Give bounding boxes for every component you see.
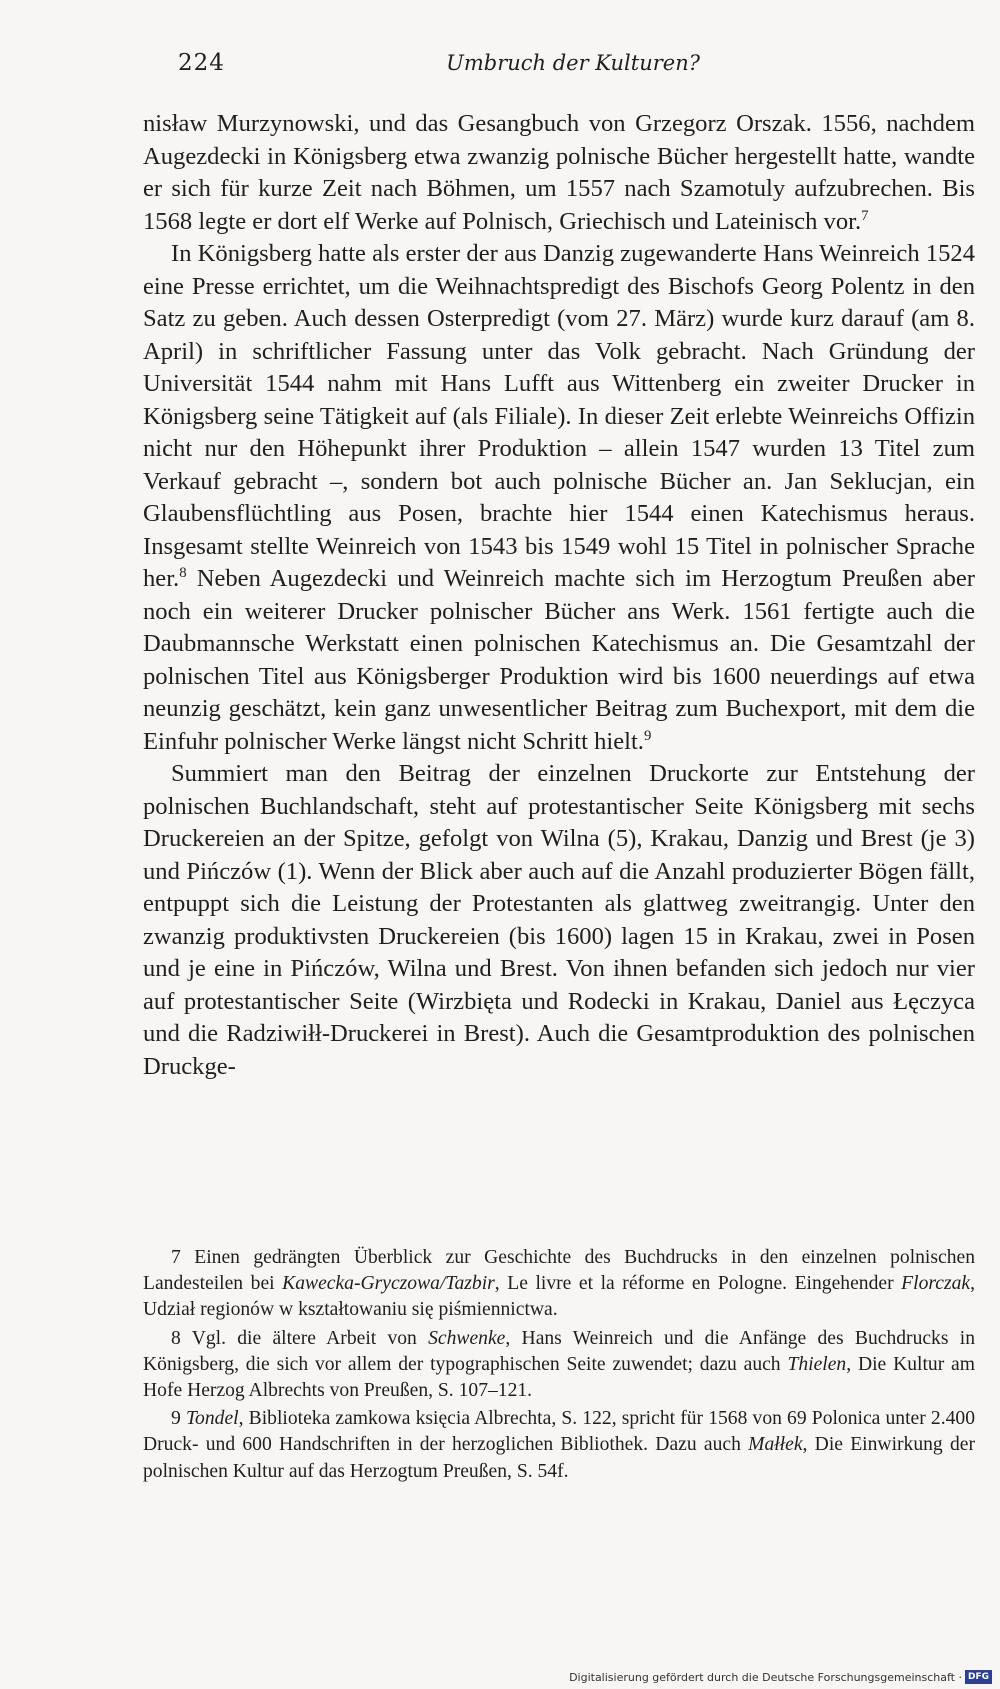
- paragraph: [143, 108, 975, 238]
- page-number: 224: [178, 50, 225, 76]
- digitization-footer: [569, 1670, 992, 1684]
- footnote-number: 9: [171, 1408, 181, 1430]
- author-name: Schwenke: [428, 1327, 506, 1349]
- footnote-reference: 7: [861, 207, 869, 224]
- footnote-reference: 8: [179, 564, 187, 581]
- paragraph-text: Summiert man den Beitrag der einzelnen Druckorte zur Entstehung der polnischen Buchlandschaft, steht auf protestantischer Seite Königsberg mit sechs Druckereien an der Spitze, gefolgt von Wilna (5), Krakau, Danzig und Brest (je 3) und Pińczów (1). Wenn der Blick aber auch auf die Anzahl produzierter Bögen fällt, entpuppt sich die Leistung der Protestanten als glattweg zweitrangig. Unter den zwanzig produktivsten Druckereien (bis 1600) lagen 15 in Krakau, zwei in Posen und je eine in Pińczów, Wilna und Brest. Von ihnen befanden sich jedoch nur vier auf protestantischer Seite (Wirzbięta und Rodecki in Krakau, Daniel aus Łęczyca und die Radziwiłł-Druckerei in Brest). Auch die Gesamtproduktion des polnischen Druckge-: [143, 760, 975, 1080]
- main-text: [143, 108, 975, 1083]
- footnote-number: 7: [171, 1247, 181, 1268]
- author-name: Kawecka-Gryczowa/Tazbir: [282, 1273, 495, 1295]
- footnote-7: [143, 1245, 975, 1324]
- paragraph: [143, 758, 975, 1083]
- paragraph-text: In Königsberg hatte als erster der aus Danzig zugewanderte Hans Weinreich 1524 eine Presse errichtet, um die Weihnachtspredigt des Bischofs Georg Polentz in den Satz zu geben. Auch dessen Osterpredigt (vom 27. März) wurde kurz darauf (am 8. April) in schriftlicher Fassung unter das Volk gebracht. Nach Gründung der Universität 1544 nahm mit Hans Lufft aus Wittenberg ein zweiter Drucker in Königsberg seine Tätigkeit auf (als Filiale). In dieser Zeit erlebte Weinreichs Offizin nicht nur den Höhepunkt ihrer Produktion – allein 1547 wurden 13 Titel zum Verkauf gebracht –, sondern bot auch polnische Bücher an. Jan Seklucjan, ein Glaubensflüchtling aus Posen, brachte hier 1544 einen Katechismus heraus. Insgesamt stellte Weinreich von 1543 bis 1549 wohl 15 Titel in polnischer Sprache her.: [143, 240, 975, 592]
- running-head: Umbruch der Kulturen?: [446, 51, 700, 75]
- author-name: Florczak: [901, 1273, 971, 1295]
- footnote-text: , Die Kultur am Hofe Herzog Albrechts von Preußen, S. 107–121.: [143, 1353, 975, 1402]
- paragraph-text: Neben Augezdecki und Weinreich machte sich im Herzogtum Preußen aber noch ein weiterer Drucker polnischer Bücher ans Werk. 1561 fertigte auch die Daubmannsche Werkstatt einen polnischen Katechismus an. Die Gesamtzahl der polnischen Titel aus Königsberger Produktion wird bis 1600 neuerdings auf etwa neunzig geschätzt, kein ganz unwesentlicher Beitrag zum Buchexport, mit dem die Einfuhr polnischer Werke längst nicht Schritt hielt.: [143, 565, 975, 755]
- footnote-text: , Le livre et la réforme en Pologne. Eingehender: [494, 1273, 902, 1295]
- page-header: [178, 50, 700, 76]
- footnote-8: [143, 1326, 975, 1405]
- paragraph-text: nisław Murzynowski, und das Gesangbuch von Grzegorz Orszak. 1556, nachdem Augezdecki in Königsberg etwa zwanzig polnische Bücher hergestellt hatte, wandte er sich für kurze Zeit nach Böhmen, um 1557 nach Szamotuly aufzubrechen. Bis 1568 legte er dort elf Werke auf Polnisch, Griechisch und Lateinisch vor.: [143, 110, 975, 235]
- footnote-9: [143, 1406, 975, 1485]
- footnote-text: Einen gedrängten Überblick zur Geschichte des Buchdrucks in den einzelnen polnischen Landesteilen bei: [143, 1247, 975, 1295]
- footnotes: [143, 1245, 975, 1485]
- footnote-number: 8: [171, 1327, 181, 1349]
- footnote-text: Vgl. die ältere Arbeit von: [180, 1327, 429, 1349]
- footnote-text: , Hans Weinreich und die Anfänge des Buchdrucks in Königsberg, die sich vor allem der typographischen Seite zuwendet; dazu auch: [143, 1327, 975, 1375]
- footnote-text: , Die Einwirkung der polnischen Kultur auf das Herzogtum Preußen, S. 54f.: [143, 1434, 975, 1482]
- dfg-logo: DFG: [965, 1670, 992, 1684]
- author-name: Thielen: [787, 1353, 847, 1375]
- footer-text: Digitalisierung gefördert durch die Deutsche Forschungsgemeinschaft ·: [569, 1670, 962, 1684]
- footnote-text: , Biblioteka zamkowa księcia Albrechta, S. 122, spricht für 1568 von 69 Polonica unter 2.400 Druck- und 600 Handschriften in der herzoglichen Bibliothek. Dazu auch: [143, 1408, 975, 1456]
- author-name: Tondel: [185, 1408, 239, 1430]
- footnote-reference: 9: [643, 727, 652, 744]
- author-name: Małłek: [748, 1434, 803, 1456]
- paragraph: [143, 238, 975, 758]
- footnote-text: , Udział regionów w kształtowaniu się piśmiennictwa.: [143, 1273, 975, 1321]
